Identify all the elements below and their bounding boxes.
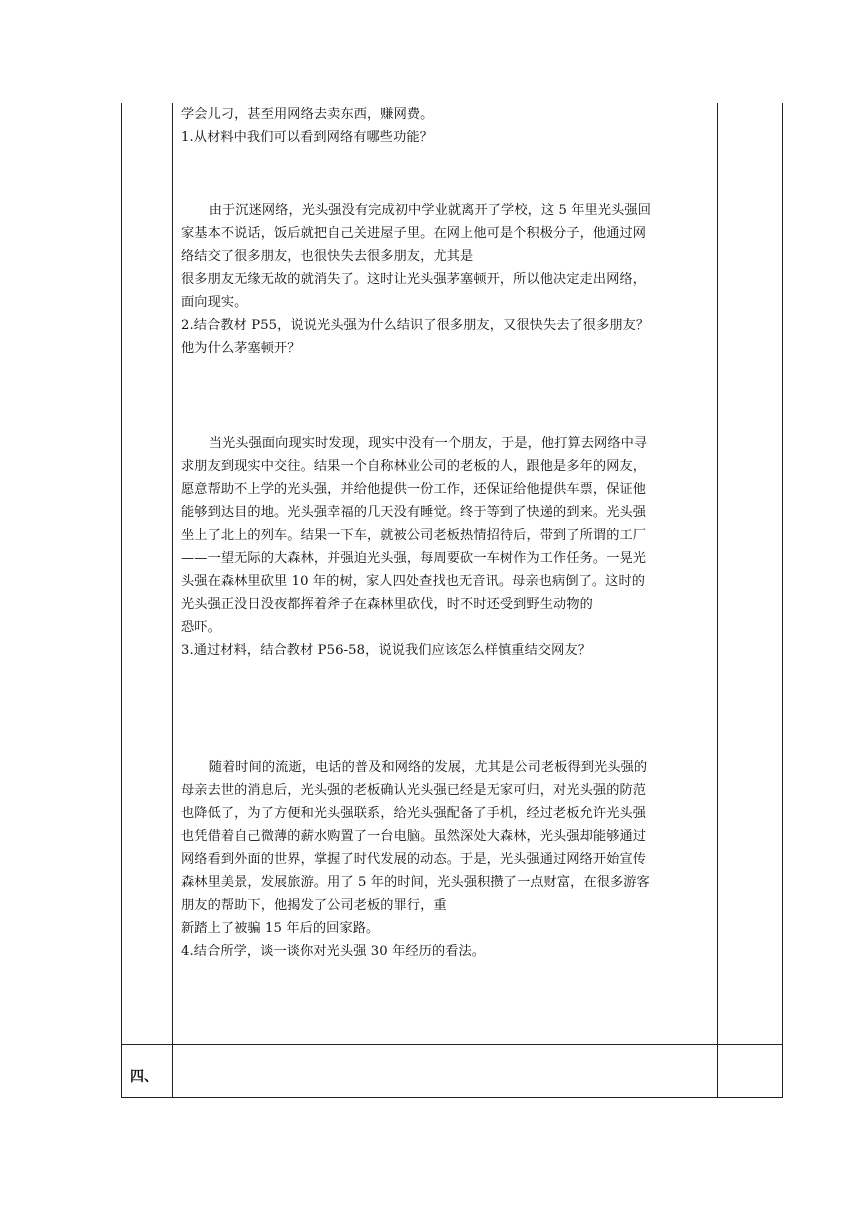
question-line: 2.结合教材 P55，说说光头强为什么结识了很多朋友，又很快失去了很多朋友？ (181, 318, 650, 333)
story-paragraph-3 (181, 756, 713, 940)
story-line: 愿意帮助不上学的光头强，并给他提供一份工作，还保证给他提供车票，保证他 (181, 482, 647, 497)
answer-space-1 (181, 149, 713, 199)
question-line: 他为什么茅塞顿开？ (181, 341, 301, 356)
table-right-border (782, 103, 783, 1098)
answer-space-3 (181, 662, 713, 756)
story-paragraph-2 (181, 432, 713, 639)
story-line: 很多朋友无缘无故的就消失了。这时让光头强茅塞顿开，所以他决定走出网络， (181, 272, 647, 287)
table-row-divider (121, 1044, 783, 1045)
question-2 (181, 314, 713, 360)
question-4: 4.结合所学，谈一谈你对光头强 30 年经历的看法。 (181, 944, 486, 959)
table-col-divider-2 (717, 103, 718, 1097)
text-line: 学会儿刁，甚至用网络去卖东西，赚网费。 (181, 107, 434, 122)
story-line: 也降低了，为了方便和光头强联系，给光头强配备了手机，经过老板允许光头强 (181, 806, 647, 821)
story-line: 恐吓。 (181, 620, 221, 635)
story-line: 母亲去世的消息后，光头强的老板确认光头强已经是无家可归，对光头强的防范 (181, 783, 647, 798)
story-line: 求朋友到现实中交往。结果一个自称林业公司的老板的人，跟他是多年的网友， (181, 459, 647, 474)
story-line: 森林里美景，发展旅游。用了 5 年的时间，光头强积攒了一点财富，在很多游客 (181, 875, 650, 890)
story-line: 面向现实。 (181, 295, 248, 310)
story-line: 也凭借着自己微薄的薪水购置了一台电脑。虽然深处大森林，光头强却能够通过 (181, 829, 647, 844)
story-line: 新踏上了被骗 15 年后的回家路。 (181, 921, 380, 936)
table-col-divider-1 (172, 103, 173, 1097)
story-line: 坐上了北上的列车。结果一下车，就被公司老板热情招待后，带到了所谓的工厂 (181, 528, 647, 543)
table-left-border (121, 103, 122, 1097)
story-line: 随着时间的流逝，电话的普及和网络的发展，尤其是公司老板得到光头强的 (208, 760, 648, 775)
row-label-four: 四、 (130, 1069, 158, 1085)
story-line: 络结交了很多朋友，也很快失去很多朋友，尤其是 (181, 249, 474, 264)
story-line: 家基本不说话，饭后就把自己关进屋子里。在网上他可是个积极分子，他通过网 (181, 226, 647, 241)
story-line: 朋友的帮助下，他揭发了公司老板的罪行，重 (181, 898, 447, 913)
story-line: 头强在森林里砍里 10 年的树，家人四处查找也无音讯。母亲也病倒了。这时的 (181, 574, 646, 589)
table-bottom-border (121, 1097, 783, 1098)
story-paragraph-1 (181, 199, 713, 314)
question-3: 3.通过材料，结合教材 P56-58，说说我们应该怎么样慎重结交网友？ (181, 643, 592, 658)
worksheet-content (181, 103, 713, 963)
story-line: 当光头强面向现实时发现，现实中没有一个朋友，于是，他打算去网络中寻 (208, 436, 648, 451)
answer-space-2 (181, 360, 713, 432)
story-line: 能够到达目的地。光头强幸福的几天没有睡觉。终于等到了快递的到来。光头强 (181, 505, 647, 520)
story-line: ——一望无际的大森林，并强迫光头强，每周要砍一车树作为工作任务。一晃光 (181, 551, 647, 566)
story-line: 光头强正没日没夜都挥着斧子在森林里砍伐，时不时还受到野生动物的 (181, 597, 593, 612)
story-line: 网络看到外面的世界，掌握了时代发展的动态。于是，光头强通过网络开始宣传 (181, 852, 647, 867)
question-1: 1.从材料中我们可以看到网络有哪些功能？ (181, 130, 433, 145)
story-line: 由于沉迷网络，光头强没有完成初中学业就离开了学校，这 5 年里光头强回 (208, 203, 651, 218)
